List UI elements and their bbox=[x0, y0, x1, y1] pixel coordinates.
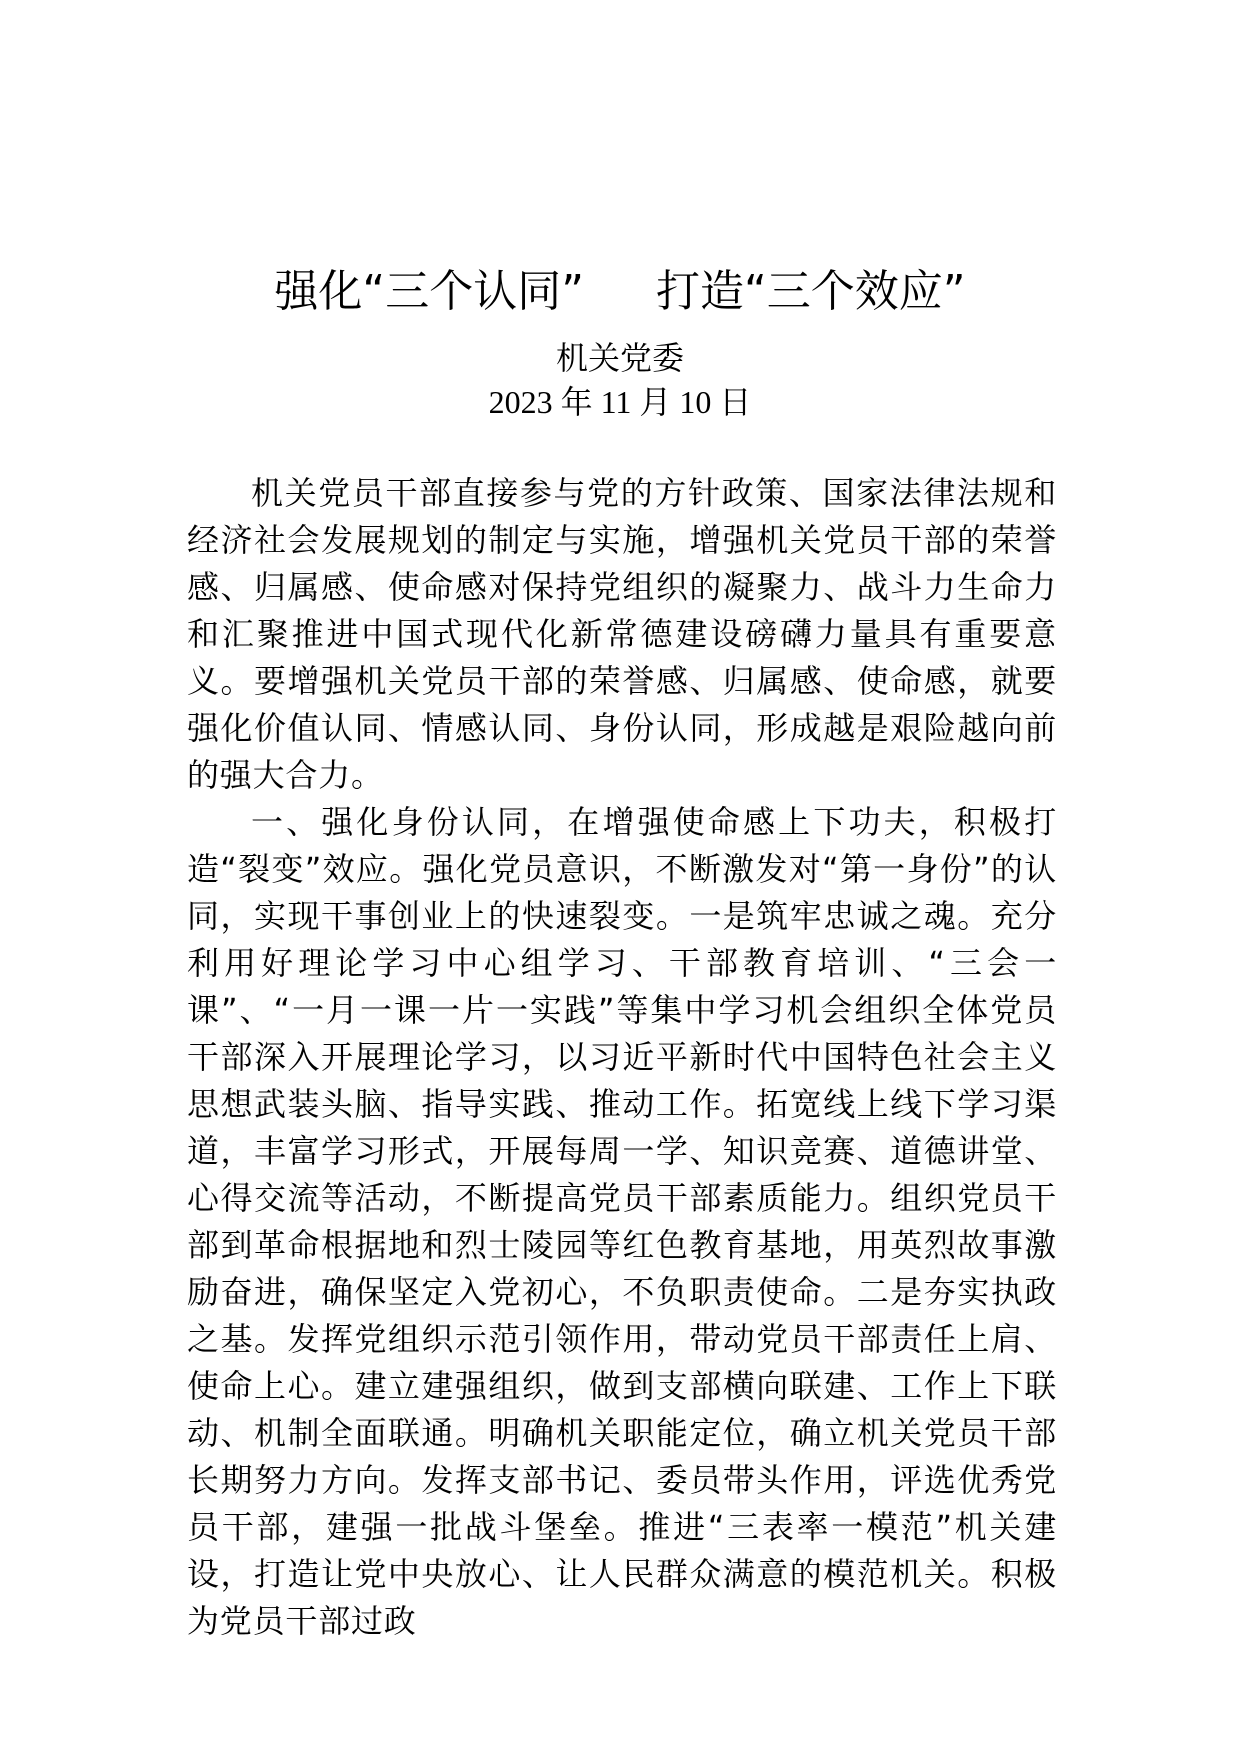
paragraph-section-1: 一、强化身份认同，在增强使命感上下功夫，积极打造“裂变”效应。强化党员意识，不断激发对“第一身份”的认同，实现干事创业上的快速裂变。一是筑牢忠诚之魂。充分利用好理论学习中心组学习、干部教育培训、“三会一课”、“一月一课一片一实践”等集中学习机会组织全体党员干部深入开展理论学习，以习近平新时代中国特色社会主义思想武装头脑、指导实践、推动工作。拓宽线上线下学习渠道，丰富学习形式，开展每周一学、知识竞赛、道德讲堂、心得交流等活动，不断提高党员干部素质能力。组织党员干部到革命根据地和烈士陵园等红色教育基地，用英烈故事激励奋进，确保坚定入党初心，不负职责使命。二是夯实执政之基。发挥党组织示范引领作用，带动党员干部责任上肩、使命上心。建立建强组织，做到支部横向联建、工作上下联动、机制全面联通。明确机关职能定位，确立机关党员干部长期努力方向。发挥支部书记、委员带头作用，评选优秀党员干部，建强一批战斗堡垒。推进“三表率一模范”机关建设，打造让党中央放心、让人民群众满意的模范机关。积极为党员干部过政 bbox=[187, 803, 1057, 1640]
title-part-1: 强化“三个认同” bbox=[274, 266, 584, 317]
document-body bbox=[187, 470, 1057, 1645]
author-line: 机关党委 bbox=[555, 339, 684, 377]
paragraph-intro: 机关党员干部直接参与党的方针政策、国家法律法规和经济社会发展规划的制定与实施，增强机关党员干部的荣誉感、归属感、使命感对保持党组织的凝聚力、战斗力生命力和汇聚推进中国式现代化新常德建设磅礴力量具有重要意义。要增强机关党员干部的荣誉感、归属感、使命感，就要强化价值认同、情感认同、身份认同，形成越是艰险越向前的强大合力。 bbox=[187, 474, 1057, 794]
document-title bbox=[0, 262, 1240, 322]
date-line: 2023 年 11 月 10 日 bbox=[488, 384, 752, 420]
title-part-2: 打造“三个效应” bbox=[656, 266, 966, 317]
